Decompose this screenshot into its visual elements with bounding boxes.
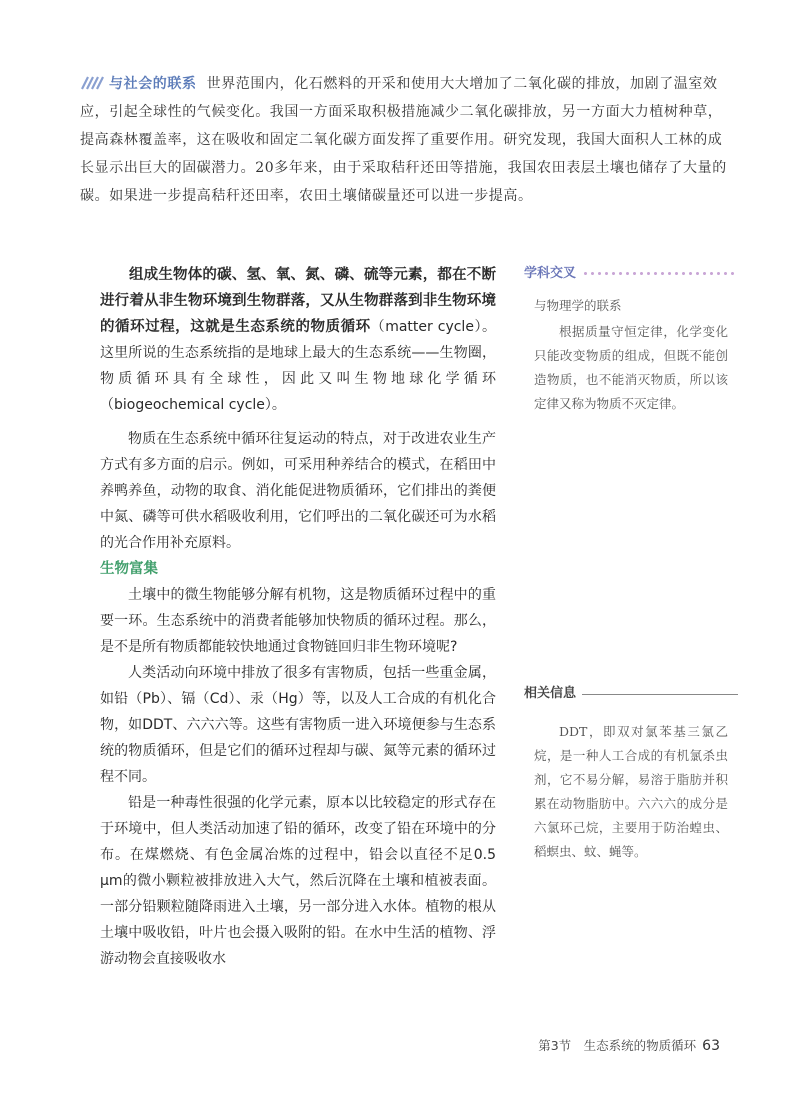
paragraph-3: 土壤中的微生物能够分解有机物，这是物质循环过程中的重要一环。生态系统中的消费者能够加快物质的循环过程。那么，是不是所有物质都能较快地通过食物链回归非生物环境呢? (100, 587, 496, 655)
sidebar-related-info (524, 682, 738, 864)
paragraph-5: 铅是一种毒性很强的化学元素，原本以比较稳定的形式存在于环境中，但人类活动加速了铅的循环，改变了铅在环境中的分布。在煤燃烧、有色金属冶炼的过程中，铅会以直径不足0.5 μm的微小颗粒被排放进入大气，然后沉降在土壤和植被表面。一部分铅颗粒随降雨进入土壤，另一部分进入水体。植物的根从土壤中吸收铅，叶片也会摄入吸附的铅。在水中生活的植物、浮游动物会直接吸收水 (100, 795, 496, 967)
sidebar-interdisciplinary (524, 262, 738, 416)
stripe-icon (80, 76, 106, 90)
sidebar-related-info-header (524, 682, 738, 706)
page-number: 63 (702, 1038, 720, 1054)
sidebar-related-info-text: DDT，即双对氯苯基三氯乙烷，是一种人工合成的有机氯杀虫剂，它不易分解，易溶于脂肪并积累在动物脂肪中。六六六的成分是六氯环己烷，主要用于防治蝗虫、稻螟虫、蚊、蝇等。 (534, 724, 728, 859)
spacer (100, 418, 496, 426)
sidebar-related-info-body (524, 706, 738, 864)
social-connection-label (80, 70, 197, 98)
dotted-divider (582, 269, 738, 279)
paragraph-1-tail: （matter cycle）。这里所说的生态系统指的是地球上最大的生态系统——生物圈，物质循环具有全球性，因此又叫生物地球化学循环（biogeochemical cycle）。 (100, 319, 496, 413)
sidebar-interdisciplinary-body (524, 286, 738, 416)
social-connection-text: 世界范围内，化石燃料的开采和使用大大增加了二氧化碳的排放，加剧了温室效应，引起全球性的气候变化。我国一方面采取积极措施减少二氧化碳排放，另一方面大力植树种草，提高森林覆盖率，这在吸收和固定二氧化碳方面发挥了重要作用。研究发现，我国大面积人工林的成长显示出巨大的固碳潜力。20多年来，由于采取秸秆还田等措施，我国农田表层土壤也储存了大量的碳。如果进一步提高秸秆还田率，农田土壤储碳量还可以进一步提高。 (80, 76, 727, 204)
sidebar-interdisciplinary-header (524, 262, 738, 286)
sidebar-interdisciplinary-title: 学科交叉 (524, 266, 577, 281)
sidebar-interdisciplinary-text: 根据质量守恒定律，化学变化只能改变物质的组成，但既不能创造物质，也不能消灭物质，所以该定律又称为物质不灭定律。 (534, 324, 728, 411)
page-footer (538, 1036, 720, 1054)
footer-section-title: 第3节 生态系统的物质循环 (538, 1038, 697, 1053)
sidebar-related-info-title: 相关信息 (524, 686, 577, 701)
section-heading: 生物富集 (100, 561, 158, 577)
solid-divider (582, 694, 738, 695)
paragraph-4: 人类活动向环境中排放了很多有害物质，包括一些重金属，如铅（Pb）、镉（Cd）、汞（Hg）等，以及人工合成的有机化合物，如DDT、六六六等。这些有害物质一进入环境便参与生态系统的物质循环，但是它们的循环过程却与碳、氮等元素的循环过程不同。 (100, 665, 496, 785)
social-connection-box (80, 70, 728, 210)
social-connection-title: 与社会的联系 (109, 76, 197, 92)
paragraph-2: 物质在生态系统中循环往复运动的特点，对于改进农业生产方式有多方面的启示。例如，可采用种养结合的模式，在稻田中养鸭养鱼，动物的取食、消化能促进物质循环，它们排出的粪便中氮、磷等可供水稻吸收利用，它们呼出的二氧化碳还可为水稻的光合作用补充原料。 (100, 431, 496, 551)
sidebar-interdisciplinary-subtitle: 与物理学的联系 (534, 298, 622, 313)
main-column (100, 262, 496, 972)
paragraph-1-text: 组成生物体的碳、氢、氧、氮、磷、硫等元素，都在不断进行着从非生物环境到生物群落，又从生物群落到非生物环境的循环过程，这就是生态系统的物质循环 (100, 267, 496, 335)
paragraph-1-bold (100, 262, 496, 418)
